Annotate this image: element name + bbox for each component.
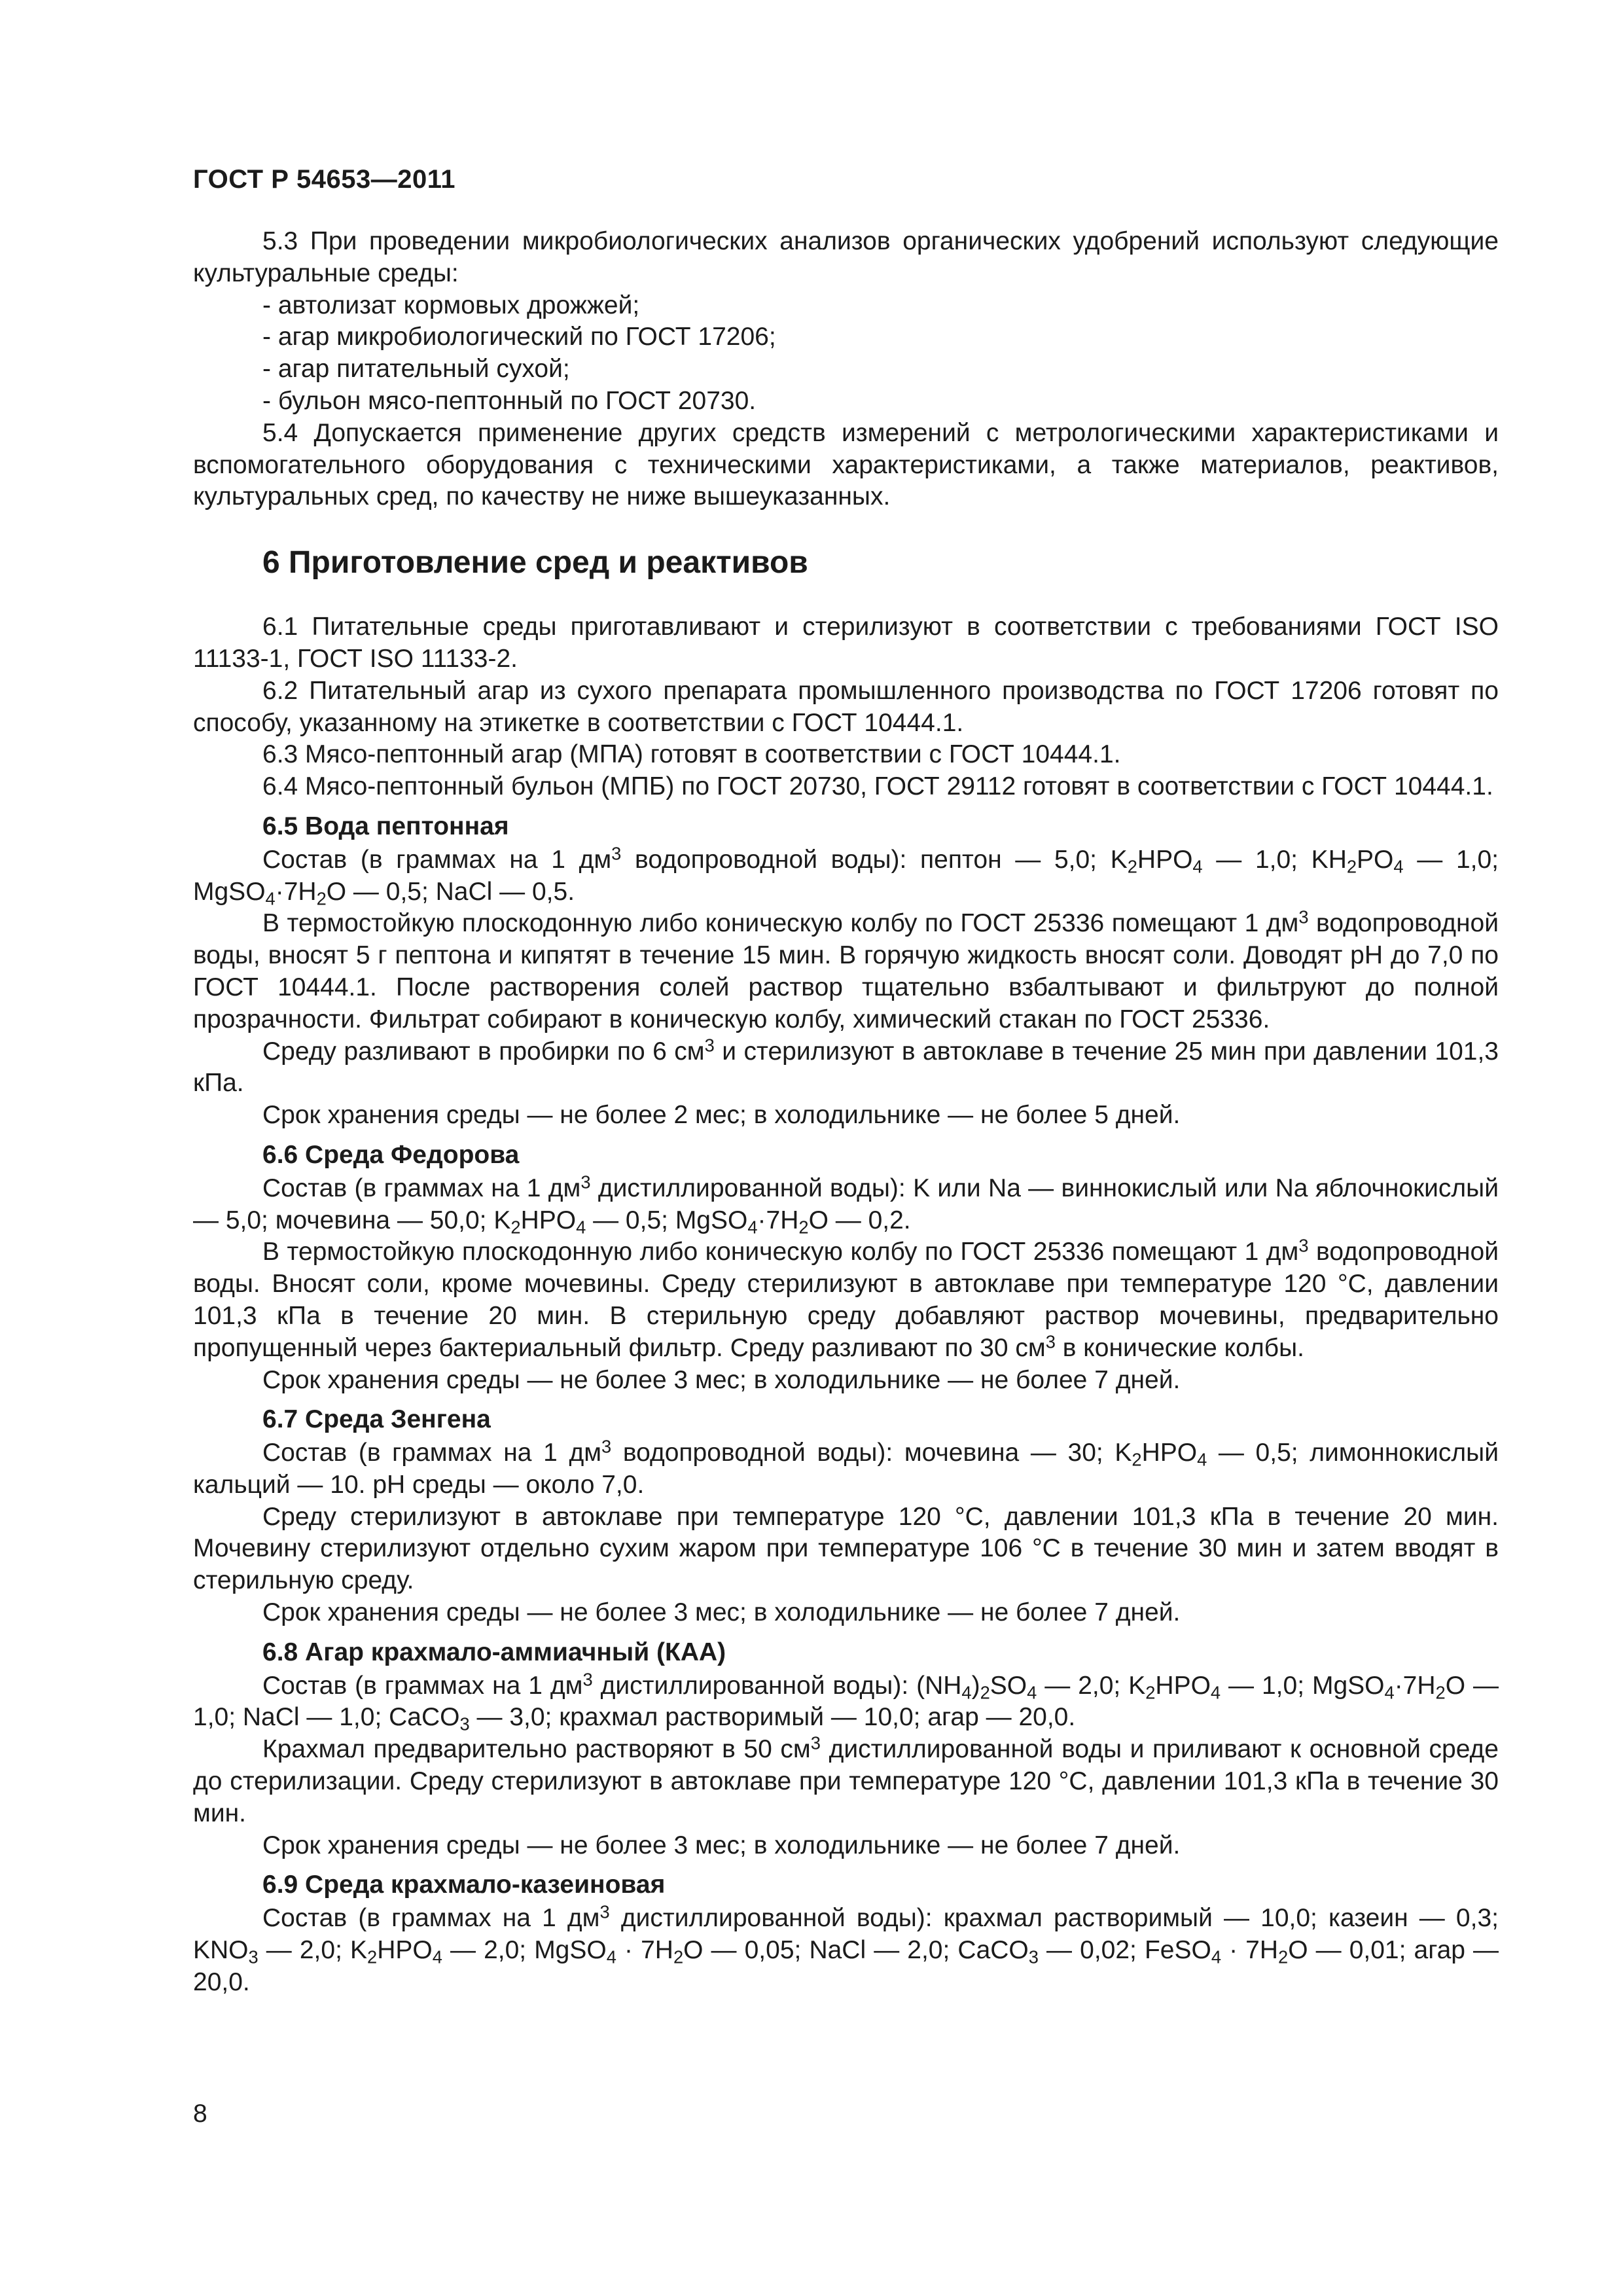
section-6-heading: 6 Приготовление сред и реактивов	[262, 545, 808, 581]
list-item: - агар питательный сухой;	[262, 355, 570, 384]
storage-6-6: Срок хранения среды — не более 3 мес; в холодильнике — не более 7 дней.	[262, 1365, 1181, 1394]
subsection-6-9-heading: 6.9 Среда крахмало-казеиновая	[262, 1871, 666, 1899]
subsection-6-7-heading: 6.7 Среда Зенгена	[262, 1405, 491, 1434]
subsection-6-5-heading: 6.5 Вода пептонная	[262, 812, 509, 840]
composition-6-9: Состав (в граммах на 1 $дм^3$ дистиллированной воды): крахмал растворимый — 10,0; казеин — 0,3; $KNO_3$ — 2,0; $K_2HPO_4$ — 2,0; MgSO$_4$ · $7H_2O$ — 0,05; NaCl — 2,0; CaCO$_3$ — 0,02; FeSO$_4$ · $7H_2O$ — 0,01; агар — 20,0.	[193, 1901, 1499, 1996]
composition-6-8: Состав (в граммах на 1 $дм^3$ дистиллированной воды): $(NH_4)_2SO_4$ — 2,0; $K_2HPO_4$ — 1,0; $MgSO_4\cdot 7H_2O$ — 1,0; NaCl — 1,0; CaCO$_3$ — 3,0; крахмал растворимый — 10,0; агар — 20,0.	[193, 1669, 1499, 1735]
paragraph-6-2: 6.2 Питательный агар из сухого препарата промышленного производства по ГОСТ 17206 готовят по способу, указанному на этикетке в соответствии с ГОСТ 10444.1.	[193, 676, 1499, 737]
composition-6-6: Состав (в граммах на 1 $дм^3$ дистиллированной воды): K или Na — виннокислый или Na яблочнокислый — 5,0; мочевина — 50,0; $K_2HPO_4$ — 0,5; $MgSO_4\cdot 7H_2O$ — 0,2.	[193, 1172, 1499, 1238]
paragraph-6-3: 6.3 Мясо-пептонный агар (МПА) готовят в соответствии с ГОСТ 10444.1.	[262, 740, 1121, 769]
composition-6-7: Состав (в граммах на 1 $дм^3$ водопроводной воды): мочевина — 30; $K_2HPO_4$ — 0,5; лимоннокислый кальций — 10. pH среды — около 7,0.	[193, 1436, 1499, 1499]
list-item: - автолизат кормовых дрожжей;	[262, 291, 640, 319]
distribution-6-5: Среду разливают в пробирки по 6 $см^3$ и стерилизуют в автоклаве в течение 25 мин при давлении 101,3 кПа.	[193, 1035, 1499, 1098]
paragraph-5-4: 5.4 Допускается применение других средств измерений с метрологическими характеристиками и вспомогательного оборудования с техническими характеристиками, а также материалов, реактивов, культуральных сред, по качеству не ниже вышеуказанных.	[193, 418, 1499, 511]
page-number: 8	[193, 2100, 207, 2128]
list-item: - бульон мясо-пептонный по ГОСТ 20730.	[262, 386, 757, 415]
sterilization-6-7: Среду стерилизуют в автоклаве при температуре 120 °С, давлении 101,3 кПа в течение 20 мин. Мочевину стерилизуют отдельно сухим жаром при температуре 106 °С в течение 30 мин и затем вводят в стерильную среду.	[193, 1502, 1499, 1595]
paragraph-6-4: 6.4 Мясо-пептонный бульон (МПБ) по ГОСТ 20730, ГОСТ 29112 готовят в соответствии с ГОСТ 10444.1.	[262, 772, 1493, 801]
subsection-6-8-heading: 6.8 Агар крахмало-аммиачный (КАА)	[262, 1638, 726, 1666]
document-body	[193, 226, 1499, 1999]
paragraph-5-3: 5.3 При проведении микробиологических анализов органических удобрений используют следующие культуральные среды:	[193, 227, 1499, 287]
storage-6-8: Срок хранения среды — не более 3 мес; в холодильнике — не более 7 дней.	[262, 1831, 1181, 1859]
document-code-header: ГОСТ Р 54653—2011	[193, 165, 455, 194]
list-item: - агар микробиологический по ГОСТ 17206;	[262, 323, 776, 351]
preparation-6-5: В термостойкую плоскодонную либо коническую колбу по ГОСТ 25336 помещают 1 $дм^3$ водопроводной воды, вносят 5 г пептона и кипятят в течение 15 мин. В горячую жидкость вносят соли. Доводят pH до 7,0 по ГОСТ 10444.1. После растворения солей раствор тщательно взбалтывают и фильтруют до полной прозрачности. Фильтрат собирают в коническую колбу, химический стакан по ГОСТ 25336.	[193, 907, 1499, 1033]
preparation-6-8: Крахмал предварительно растворяют в 50 $см^3$ дистиллированной воды и приливают к основной среде до стерилизации. Среду стерилизуют в автоклаве при температуре 120 °С, давлении 101,3 кПа в течение 30 мин.	[193, 1732, 1499, 1827]
subsection-6-6-heading: 6.6 Среда Федорова	[262, 1140, 520, 1169]
storage-6-5: Срок хранения среды — не более 2 мес; в холодильнике — не более 5 дней.	[262, 1101, 1181, 1130]
storage-6-7: Срок хранения среды — не более 3 мес; в холодильнике — не более 7 дней.	[262, 1598, 1181, 1627]
paragraph-6-1: 6.1 Питательные среды приготавливают и стерилизуют в соответствии с требованиями ГОСТ ISO 11133-1, ГОСТ ISO 11133-2.	[193, 613, 1499, 673]
preparation-6-6: В термостойкую плоскодонную либо коническую колбу по ГОСТ 25336 помещают 1 $дм^3$ водопроводной воды. Вносят соли, кроме мочевины. Среду стерилизуют в автоклаве при температуре 120 °С, давлении 101,3 кПа в течение 20 мин. В стерильную среду добавляют раствор мочевины, предварительно пропущенный через бактериальный фильтр. Среду разливают по 30 $см^3$ в конические колбы.	[193, 1236, 1499, 1362]
composition-6-5: Состав (в граммах на 1 $дм^3$ водопроводной воды): пептон — 5,0; $K_2HPO_4$ — 1,0; $KH_2PO_4$ — 1,0; $MgSO_4\cdot 7H_2O$ — 0,5; NaCl — 0,5.	[193, 843, 1499, 909]
